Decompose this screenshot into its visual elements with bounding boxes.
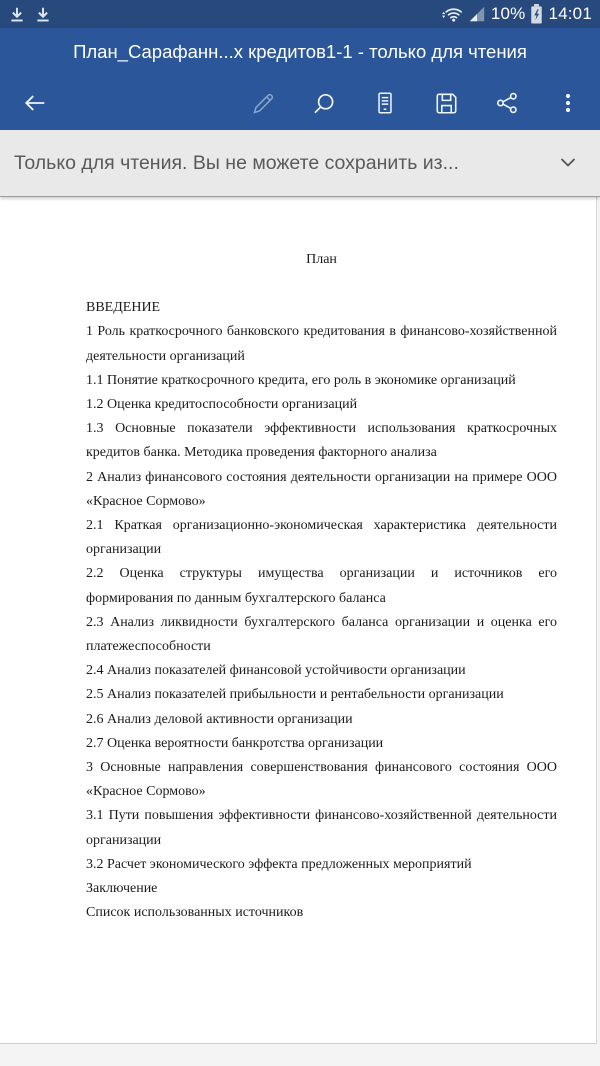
search-button[interactable] [302, 81, 346, 125]
doc-paragraph: 3.2 Расчет экономического эффекта предложенных мероприятий [86, 856, 472, 872]
edit-button[interactable] [241, 81, 285, 125]
doc-paragraph: Заключение [86, 881, 158, 897]
document-page [0, 197, 597, 1044]
doc-paragraph: 2.6 Анализ деловой активности организации [86, 711, 353, 727]
back-arrow-icon [21, 89, 49, 117]
battery-percent: 10% [490, 4, 526, 23]
toolbar [0, 76, 600, 130]
readonly-banner-message: Только для чтения. Вы не можете сохранить из... [14, 151, 459, 174]
doc-paragraph: 2.7 Оценка вероятности банкротства организации [86, 735, 384, 751]
doc-body [86, 296, 557, 925]
doc-paragraph: 2.3 Анализ ликвидности бухгалтерского баланса организации и оценка его платежеспособности [86, 614, 557, 655]
save-icon [433, 90, 460, 117]
doc-paragraph: Список использованных источников [86, 905, 304, 921]
wifi-icon [441, 4, 463, 24]
document-file-name: План_Сарафанн...х кредитов1-1 - только для чтения [73, 41, 527, 62]
back-button[interactable] [13, 81, 57, 125]
app-title-bar [0, 28, 600, 76]
chevron-down-icon [556, 150, 580, 177]
mobile-view-button[interactable] [363, 81, 407, 125]
banner-expand-button[interactable] [552, 146, 584, 181]
overflow-menu-icon [556, 91, 580, 115]
doc-title: План [306, 252, 337, 267]
doc-paragraph: 1.2 Оценка кредитоспособности организаций [86, 397, 358, 413]
doc-paragraph: 3.1 Пути повышения эффективности финансово-хозяйственной деятельности организации [86, 808, 557, 848]
doc-paragraph: 2.1 Краткая организационно-экономическая характеристика деятельности организации [86, 518, 557, 558]
doc-paragraph: ВВЕДЕНИЕ [86, 300, 161, 316]
document-scroll-area[interactable] [0, 197, 600, 1066]
save-button[interactable] [424, 81, 468, 125]
search-icon [311, 90, 338, 117]
doc-paragraph: 1.3 Основные показатели эффективности использования краткосрочных кредитов банка. Методика проведения факторного анализа [86, 421, 557, 461]
doc-paragraph: 2.5 Анализ показателей прибыльности и рентабельности организации [86, 687, 504, 703]
overflow-menu-button[interactable] [546, 81, 590, 125]
doc-paragraph: 3 Основные направления совершенствования финансового состояния ООО «Красное Сормово» [86, 760, 557, 800]
readonly-banner[interactable] [0, 130, 600, 197]
doc-paragraph: 2 Анализ финансового состояния деятельности организации на примере ООО «Красное Сормово» [86, 469, 557, 509]
signal-icon [468, 5, 486, 23]
battery-charging-icon [530, 4, 543, 24]
clock: 14:01 [548, 4, 592, 23]
pencil-icon [250, 90, 277, 117]
doc-paragraph: 2.4 Анализ показателей финансовой устойчивости организации [86, 663, 466, 679]
download-icon [34, 5, 52, 24]
doc-paragraph: 2.2 Оценка структуры имущества организации и источников его формирования по данным бухгалтерского баланса [86, 566, 557, 606]
download-icon [8, 5, 26, 24]
notification-icons [8, 5, 52, 24]
share-icon [494, 90, 520, 116]
share-button[interactable] [485, 81, 529, 125]
doc-paragraph: 1.1 Понятие краткосрочного кредита, его роль в экономике организаций [86, 372, 516, 388]
status-bar[interactable] [0, 0, 600, 28]
document-view-icon [372, 90, 398, 116]
doc-paragraph: 1 Роль краткосрочного банковского кредитования в финансово-хозяйственной деятельности организаций [86, 324, 557, 364]
